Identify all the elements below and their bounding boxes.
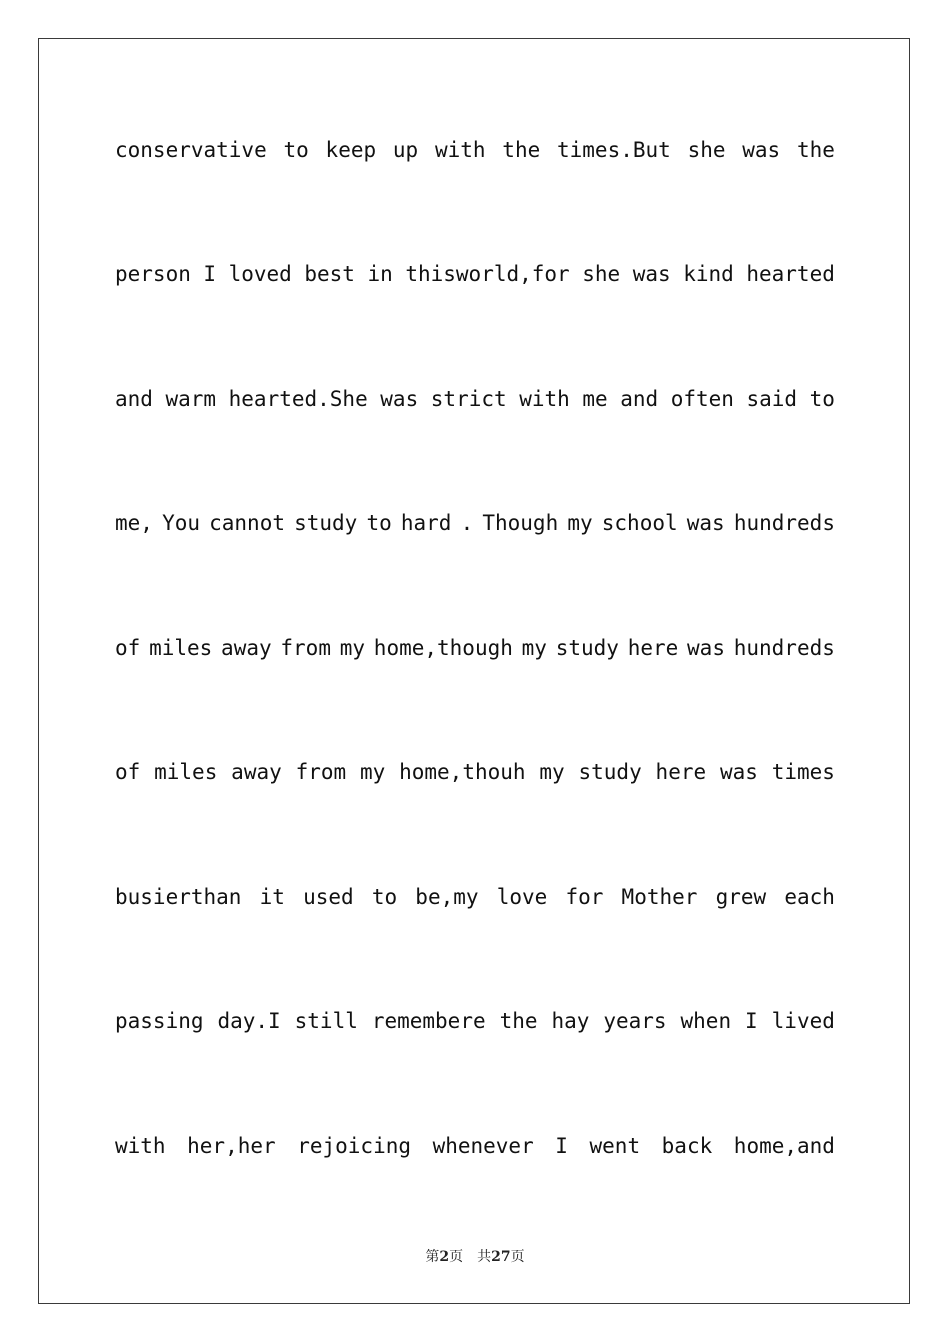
text-line-8: passing day.I still remembere the hay years when I lived: [115, 1009, 835, 1033]
total-prefix: 共: [477, 1249, 492, 1265]
page-border: [38, 38, 910, 1304]
page-footer: [0, 1246, 950, 1268]
page-number: 2: [439, 1249, 450, 1265]
text-line-9: with her,her rejoicing whenever I went back home,and: [115, 1134, 835, 1158]
text-line-3: and warm hearted.She was strict with me and often said to: [115, 387, 835, 411]
text-line-5: of miles away from my home,though my study here was hundreds: [115, 636, 835, 660]
text-line-2: person I loved best in thisworld,for she was kind hearted: [115, 262, 835, 286]
text-line-4: me, You cannot study to hard . Though my school was hundreds: [115, 511, 835, 535]
total-suffix: 页: [510, 1249, 525, 1265]
text-line-1: conservative to keep up with the times.But she was the: [115, 138, 835, 162]
page-suffix: 页: [449, 1249, 464, 1265]
total-pages: 27: [491, 1249, 511, 1265]
text-line-7: busierthan it used to be,my love for Mother grew each: [115, 885, 835, 909]
text-line-6: of miles away from my home,thouh my study here was times: [115, 760, 835, 784]
page-prefix: 第: [425, 1249, 440, 1265]
